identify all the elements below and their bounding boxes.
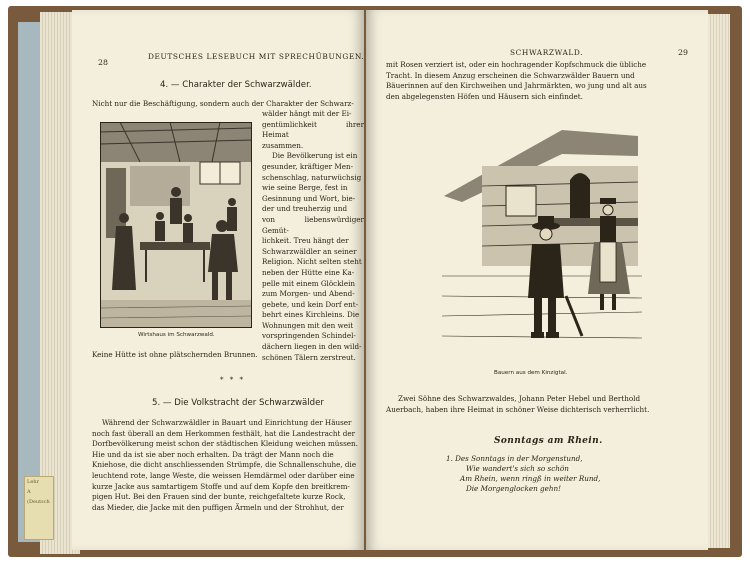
library-label-line: (Deutsch [27,499,50,505]
text-line: vorspringenden Schindel- [262,331,356,341]
poem [446,454,600,494]
section-first-line: Nicht nur die Beschäftigung, sondern auch der Charakter der Schwarz- [92,99,354,108]
running-head: DEUTSCHES LESEBUCH MIT SPRECHÜBUNGEN. [148,52,365,61]
poem-title: Sonntags am Rhein. [494,436,603,446]
text-line: pelle mit einem Glöcklein [262,278,356,288]
text-line: Die Bevölkerung ist ein [272,151,358,161]
text-line: Schwarzwäldler an seiner [262,246,357,256]
poem-line: Wie wandert's sich so schön [466,464,569,473]
text-line: gesunder, kräftiger Men- [262,161,354,171]
text-line: Religion. Nicht selten steht [262,257,362,267]
section-title: 5. — Die Volkstracht der Schwarzwälder [152,398,324,408]
text-line: Hie und da ist sie aber noch erhalten. Da trägt der Mann noch die [92,449,334,459]
text-line: noch fast überall an dem Herkommen festhält, hat die Landestracht der [92,428,356,438]
text-line: dächern liegen in den wild- [262,342,362,352]
poem-line: Am Rhein, wenn ringß in weiter Rund, [460,474,601,483]
running-head: SCHWARZWALD. [510,48,584,57]
right-page-edges [708,14,730,548]
text-line: schenschlag, naturwüchsig [262,172,362,182]
text-line: wie seine Berge, fest in [262,183,348,193]
library-label-line: Lehr [27,479,39,485]
page-number: 29 [678,48,688,57]
text-line: Dorfbevölkerung meist schon der städtischen Kleidung weichen müssen. [92,439,358,449]
text-line: von liebenswürdiger Gemüt- [262,214,364,235]
poem-line: Die Morgenglocken gehn! [466,484,561,493]
text-line: gebete, und kein Dorf ent- [262,299,359,309]
illustration-caption: Bauern aus dem Kinzigtal. [494,370,568,376]
text-line: leuchtend rote, lange Weste, die weissen Hemdärmel oder darüber eine [92,470,355,480]
text-line: zusammen. [262,140,304,150]
section-title: 4. — Charakter der Schwarzwälder. [160,80,312,90]
text-line: Bäuerinnen auf den Kirchweihen und Jahrmärkten, wo jung und alt aus [386,81,647,91]
text-line: Wohnungen mit den weit [262,320,354,330]
text-line: Auerbach, haben ihre Heimat in schöner Weise dichterisch verherrlicht. [386,404,650,414]
text-line: behrt eines Kirchleins. Die [262,310,360,320]
text-line: kurze Jacke aus samtartigem Stoffe und auf dem Kopfe den breitkrem- [92,481,350,491]
authors-paragraph [386,394,690,415]
tavern-illustration [100,122,252,328]
section-divider-stars: * * * [220,376,245,384]
text-line: schönen Tälern zerstreut. [262,352,356,362]
right-page [366,10,708,550]
page-number: 28 [98,58,108,67]
text-line: das Mieder, die Jacke mit den puffigen Ärmeln und der Strohhut, der [92,502,344,512]
poem-line: 1. Des Sonntags in der Morgenstund, [446,454,583,463]
section-closing-line: Keine Hütte ist ohne plätschernden Brunnen. [92,350,258,359]
text-line: neben der Hütte eine Ka- [262,267,355,277]
section-body [92,418,362,513]
text-line: der und treuherzig und [262,204,348,214]
text-line: pigen Hut. Bei den Frauen sind der bunte, reichgefaltete kurze Rock, [92,492,346,502]
library-label-line: A [27,489,31,495]
text-line: gentümlichkeit ihrer Heimat [262,119,364,140]
section-text-column [262,109,364,363]
text-line: Tracht. In diesem Anzug erscheinen die Schwarzwälder Bauern und [386,70,635,80]
text-line: Zwei Söhne des Schwarzwaldes, Johann Peter Hebel und Berthold [398,394,641,403]
illustration-caption: Wirtshaus im Schwarzwald. [138,332,215,338]
text-line: zum Morgen- und Abend- [262,289,355,299]
left-page [72,10,364,550]
text-line: wälder hängt mit der Ei- [262,109,352,118]
text-line: Kniehose, die dicht anschliessenden Strümpfe, die Schnallenschuhe, die [92,460,357,470]
text-line: den abgelegensten Höfen und Häusern sich einfindet. [386,91,583,101]
peasants-illustration [442,126,642,362]
text-line: lichkeit. Treu hängt der [262,236,349,246]
text-line: Während der Schwarzwäldler in Bauart und Einrichtung der Häuser [102,418,352,427]
continued-text [386,60,690,102]
text-line: mit Rosen verziert ist, oder ein hochragender Kopfschmuck die übliche [386,60,647,69]
library-label [24,476,54,540]
text-line: Gesinnung und Wort, bie- [262,193,356,203]
